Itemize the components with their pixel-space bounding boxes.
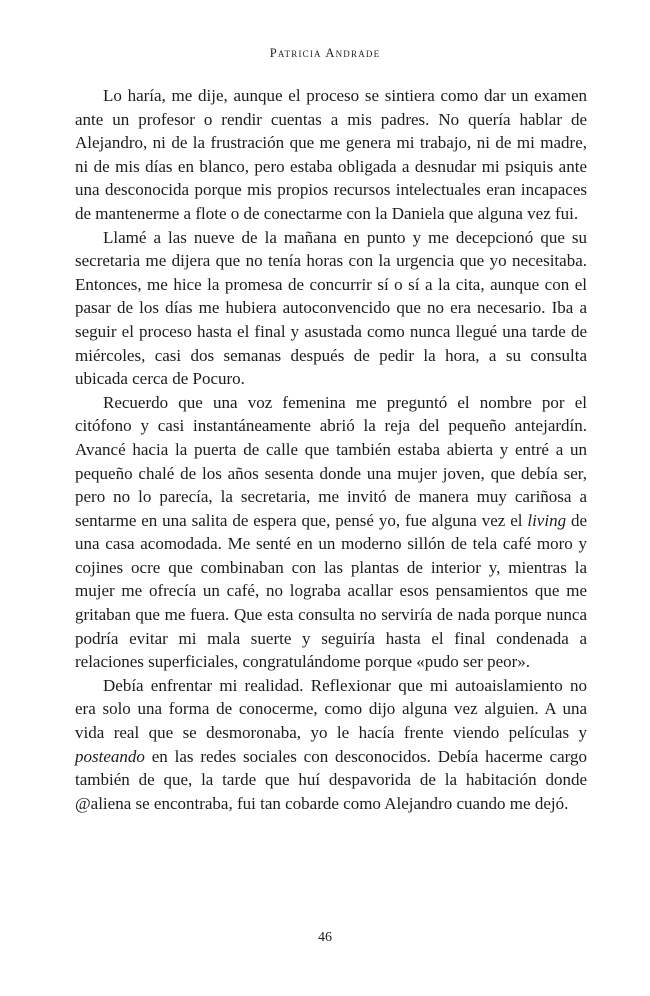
page-number: 46 [318,930,332,945]
text-run: de una casa acomodada. Me senté en un moderno sillón de tela café moro y cojines ocre que combinaban con las plantas de interior y, mientras la mujer me ofrecía un café, no lograba acallar esos pensamientos que me gritaban que me fuera. Que esta consulta no serviría de nada porque nunca podría evitar mi mala suerte y seguiría hasta el final condenada a relaciones superficiales, congratulándome porque «pudo ser peor». [75,510,588,672]
text-run: Debía enfrentar mi realidad. Reflexionar que mi autoaislamiento no era solo una forma de conocerme, como dijo alguna vez alguien. A una vida real que se desmoronaba, yo le hacía frente viendo películas y [75,675,587,743]
running-head: Patricia Andrade [269,46,381,60]
body-text [75,84,587,815]
text-run: Lo haría, me dije, aunque el proceso se sintiera como dar un examen ante un profesor o rendir cuentas a mis padres. No quería hablar de Alejandro, ni de la frustración que me genera mi trabajo, ni de mi madre, ni de mis días en blanco, pero estaba obligada a desnudar mi psiquis ante una desconocida porque mis propios recursos intelectuales eran incapaces de mantenerme a flote o de conectarme con la Daniela que alguna vez fui. [75,86,587,223]
paragraph [75,391,587,674]
italic-term: posteando [75,746,145,766]
text-run: Recuerdo que una voz femenina me preguntó el nombre por el citófono y casi instantáneamente abrió la reja del pequeño antejardín. Avancé hacia la puerta de calle que también estaba abierta y entré a un pequeño chalé de los años sesenta donde una mujer joven, que debía ser, pero no lo parecía, la secretaria, me invitó de manera muy cariñosa a sentarme en una salita de espera que, pensé yo, fue alguna vez el [75,392,587,530]
paragraph [75,674,587,816]
text-run: Llamé a las nueve de la mañana en punto y me decepcionó que su secretaria me dijera que no tenía horas con la urgencia que yo necesitaba. Entonces, me hice la promesa de concurrir sí o sí a la cita, aunque con el pasar de los días me hubiera autoconvencido que no era necesario. Iba a seguir el proceso hasta el final y asustada como nunca llegué una tarde de miércoles, casi dos semanas después de pedir la hora, a su consulta ubicada cerca de Pocuro. [75,227,587,389]
text-run: en las redes sociales con desconocidos. Debía hacerme cargo también de que, la tarde que huí despavorida de la habitación donde @aliena se encontraba, fui tan cobarde como Alejandro cuando me dejó. [75,746,587,813]
paragraph [75,226,587,391]
paragraph [75,84,587,226]
italic-term: living [527,510,567,530]
